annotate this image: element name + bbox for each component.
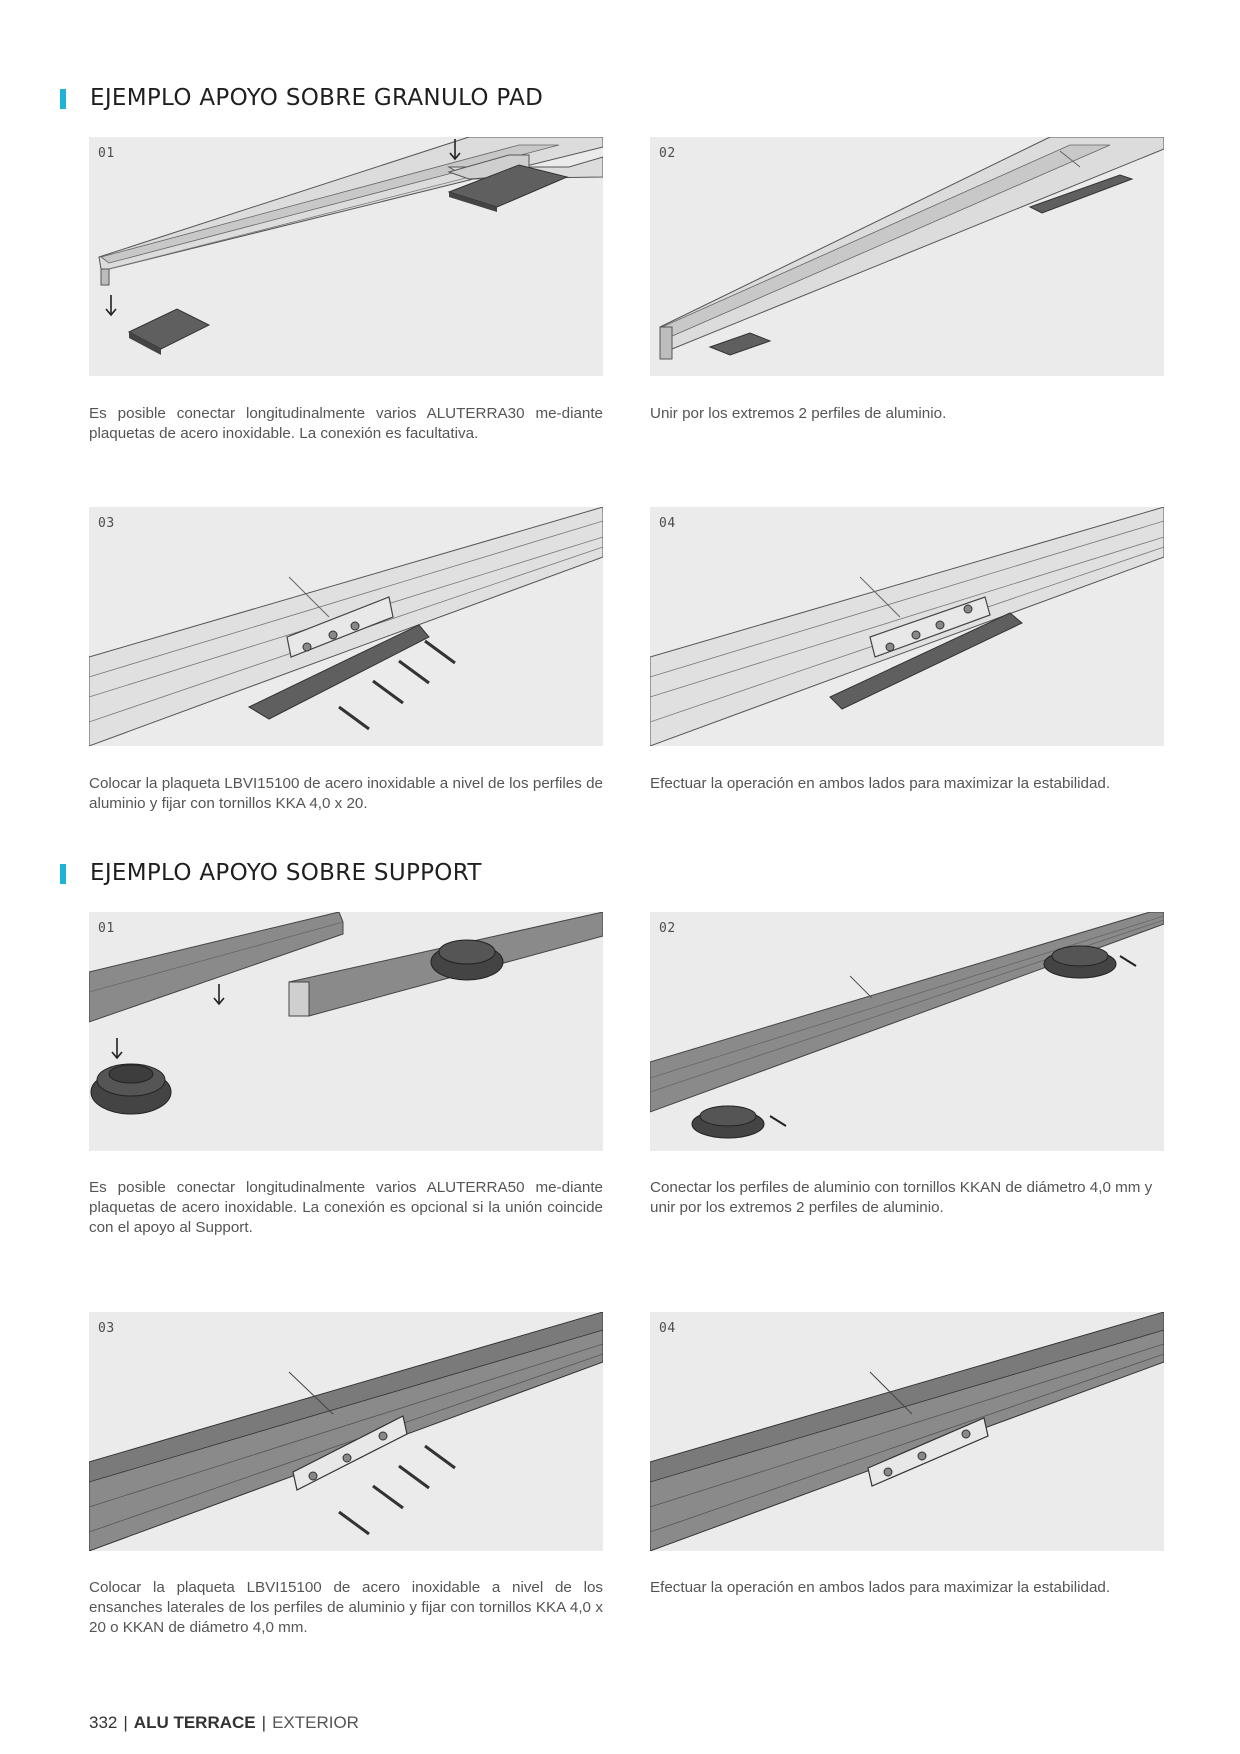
step-caption: Efectuar la operación en ambos lados para maximizar la estabilidad.: [650, 1579, 1111, 1596]
profiles-screwed-on-supports-illustration: [650, 912, 1164, 1151]
footer-brand: ALU TERRACE: [133, 1713, 256, 1732]
illustration-granulo-step-02: [650, 137, 1164, 376]
profile-over-pads-illustration: [89, 137, 603, 376]
step-number: 01: [98, 921, 115, 936]
accent-bar: [60, 89, 66, 109]
step-caption: Colocar la plaqueta LBVI15100 de acero inoxidable a nivel de los perfiles de aluminio y fijar con tornillos KKA 4,0 x 20.: [89, 775, 603, 812]
profiles-over-supports-illustration: [89, 912, 603, 1151]
accent-bar: [60, 864, 66, 884]
joined-profiles-illustration: [650, 137, 1164, 376]
step-number: 03: [98, 1321, 115, 1336]
page-footer: 332 | ALU TERRACE | EXTERIOR: [89, 1713, 359, 1732]
illustration-support-step-03: [89, 1312, 603, 1551]
step-number: 02: [659, 921, 676, 936]
step-caption: Conectar los perfiles de aluminio con tornillos KKAN de diámetro 4,0 mm y unir por los extremos 2 perfiles de aluminio.: [650, 1179, 1153, 1216]
support-plate-screws-illustration: [89, 1312, 603, 1551]
step-caption: Es posible conectar longitudinalmente varios ALUTERRA50 me-diante plaquetas de acero inoxidable. La conexión es opcional si la unión coincide con el apoyo al Support.: [89, 1179, 603, 1236]
step-caption: Es posible conectar longitudinalmente varios ALUTERRA30 me-diante plaquetas de acero inoxidable. La conexión es facultativa.: [89, 405, 603, 442]
footer-category: EXTERIOR: [272, 1713, 359, 1732]
plate-fixed-illustration: [650, 507, 1164, 746]
step-number: 04: [659, 516, 676, 531]
plate-screws-illustration: [89, 507, 603, 746]
step-caption: Unir por los extremos 2 perfiles de aluminio.: [650, 405, 947, 422]
illustration-granulo-step-01: [89, 137, 603, 376]
step-caption: Efectuar la operación en ambos lados para maximizar la estabilidad.: [650, 775, 1111, 792]
illustration-support-step-01: [89, 912, 603, 1151]
step-number: 01: [98, 146, 115, 161]
support-plate-fixed-illustration: [650, 1312, 1164, 1551]
illustration-support-step-04: [650, 1312, 1164, 1551]
page-number: 332: [89, 1713, 118, 1732]
illustration-granulo-step-04: [650, 507, 1164, 746]
step-caption: Colocar la plaqueta LBVI15100 de acero inoxidable a nivel de los ensanches laterales de los perfiles de aluminio y fijar con tornillos KKA 4,0 x 20 o KKAN de diámetro 4,0 mm.: [89, 1579, 603, 1636]
illustration-support-step-02: [650, 912, 1164, 1151]
step-number: 03: [98, 516, 115, 531]
step-number: 02: [659, 146, 676, 161]
illustration-granulo-step-03: [89, 507, 603, 746]
step-number: 04: [659, 1321, 676, 1336]
